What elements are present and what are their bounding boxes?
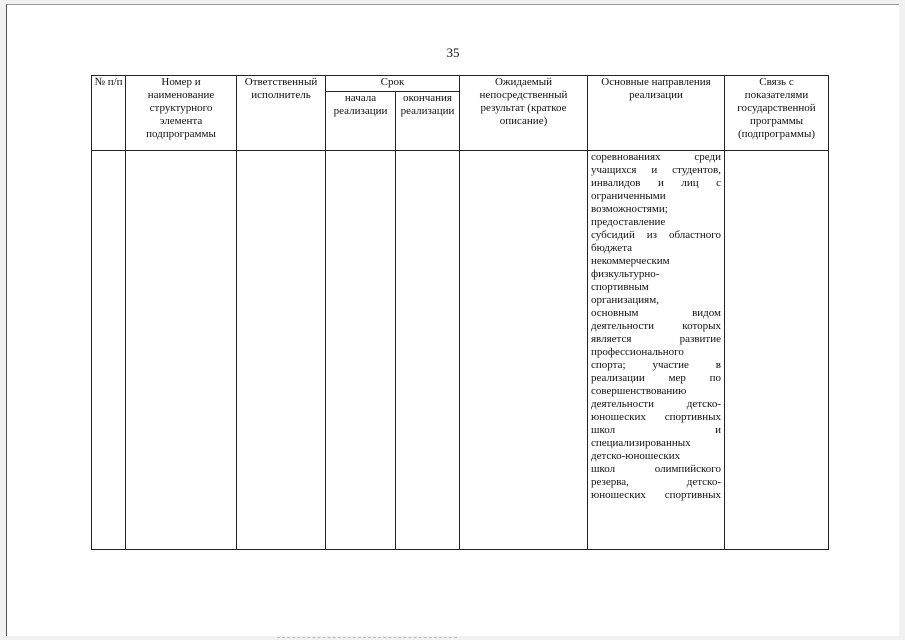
header-term: Срок — [326, 76, 460, 92]
directions-line: специализированных — [591, 437, 691, 449]
directions-line: возможностями; — [591, 203, 668, 215]
directions-line: учащихся и студентов, — [591, 164, 721, 176]
header-term-start: начала реализации — [326, 92, 396, 151]
directions-line: субсидий из областного — [591, 229, 721, 241]
cell-term-start — [326, 151, 396, 550]
directions-line: спортивным — [591, 281, 649, 293]
directions-line: юношеских спортивных — [591, 411, 721, 423]
directions-line: спорта; участие в — [591, 359, 721, 371]
directions-line: инвалидов и лиц с — [591, 177, 721, 189]
program-table — [91, 75, 829, 550]
directions-line: профессионального — [591, 346, 684, 358]
cell-directions — [588, 151, 725, 550]
directions-line: школ и — [591, 424, 721, 436]
cell-term-end — [396, 151, 460, 550]
header-executor: Ответственный исполнитель — [237, 76, 326, 151]
directions-line: ограниченными — [591, 190, 666, 202]
directions-line: резерва, детско- — [591, 476, 721, 488]
cell-executor — [237, 151, 326, 550]
directions-line: реализации мер по — [591, 372, 721, 384]
directions-line: является развитие — [591, 333, 721, 345]
directions-line: соревнованиях среди — [591, 151, 721, 163]
directions-line: детско-юношеских — [591, 450, 681, 462]
directions-line: некоммерческим — [591, 255, 670, 267]
directions-line: деятельности которых — [591, 320, 721, 332]
directions-line: деятельности детско- — [591, 398, 721, 410]
header-term-end: окончания реализации — [396, 92, 460, 151]
directions-line: организациям, — [591, 294, 659, 306]
directions-line: основным видом — [591, 307, 721, 319]
directions-line: совершенствованию — [591, 385, 687, 397]
directions-line: предоставление — [591, 216, 666, 228]
header-result: Ожидаемый непосредственный результат (краткое описание) — [460, 76, 588, 151]
cell-result — [460, 151, 588, 550]
cell-name — [126, 151, 237, 550]
header-name: Номер и наименование структурного элемента подпрограммы — [126, 76, 237, 151]
cell-num — [92, 151, 126, 550]
directions-line: школ олимпийского — [591, 463, 721, 475]
header-num: № п/п — [92, 76, 126, 151]
directions-line: бюджета — [591, 242, 633, 254]
directions-line: физкультурно- — [591, 268, 660, 280]
directions-line: юношеских спортивных — [591, 489, 721, 501]
page-number: 35 — [446, 45, 460, 60]
table-header-row — [92, 76, 829, 92]
document-page — [6, 4, 899, 636]
header-link: Связь с показателями государственной программы (подпрограммы) — [725, 76, 829, 151]
table-row — [92, 151, 829, 550]
header-directions: Основные направления реализации — [588, 76, 725, 151]
cell-link — [725, 151, 829, 550]
